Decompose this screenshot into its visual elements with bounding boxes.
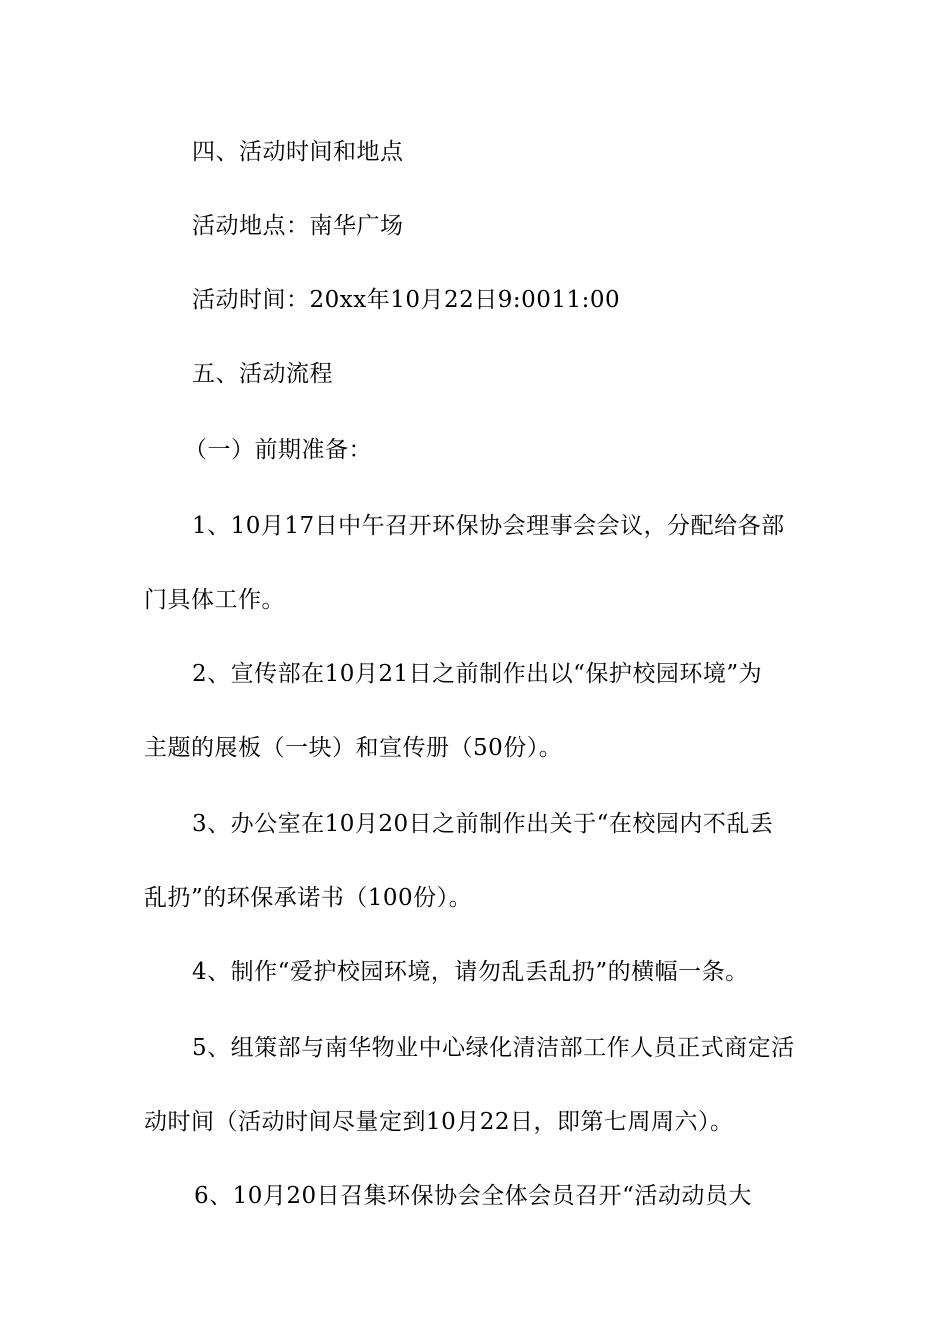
- item-3-line-2: 乱扔”的环保承诺书（100份）。: [144, 885, 473, 911]
- section-heading-process: 五、活动流程: [192, 361, 333, 387]
- item-5-line-2: 动时间（活动时间尽量定到10月22日，即第七周周六）。: [144, 1109, 734, 1135]
- item-4: 4、制作“爱护校园环境，请勿乱丢乱扔”的横幅一条。: [192, 959, 749, 985]
- item-2-line-2: 主题的展板（一块）和宣传册（50份）。: [144, 735, 563, 761]
- item-1-line-1: 1、10月17日中午召开环保协会理事会会议，分配给各部: [192, 513, 785, 539]
- item-2-line-1: 2、宣传部在10月21日之前制作出以“保护校园环境”为: [192, 661, 763, 687]
- subsection-heading-preparation: （一）前期准备：: [184, 437, 372, 463]
- activity-location: 活动地点：南华广场: [192, 213, 404, 239]
- item-6-line-1: 6、10月20日召集环保协会全体会员召开“活动动员大: [194, 1183, 752, 1209]
- section-heading-time-place: 四、活动时间和地点: [192, 139, 404, 165]
- item-5-line-1: 5、组策部与南华物业中心绿化清洁部工作人员正式商定活: [192, 1035, 795, 1061]
- activity-time: 活动时间：20xx年10月22日9:0011:00: [192, 287, 621, 313]
- item-1-line-2: 门具体工作。: [144, 587, 285, 613]
- item-3-line-1: 3、办公室在10月20日之前制作出关于“在校园内不乱丢: [192, 811, 774, 837]
